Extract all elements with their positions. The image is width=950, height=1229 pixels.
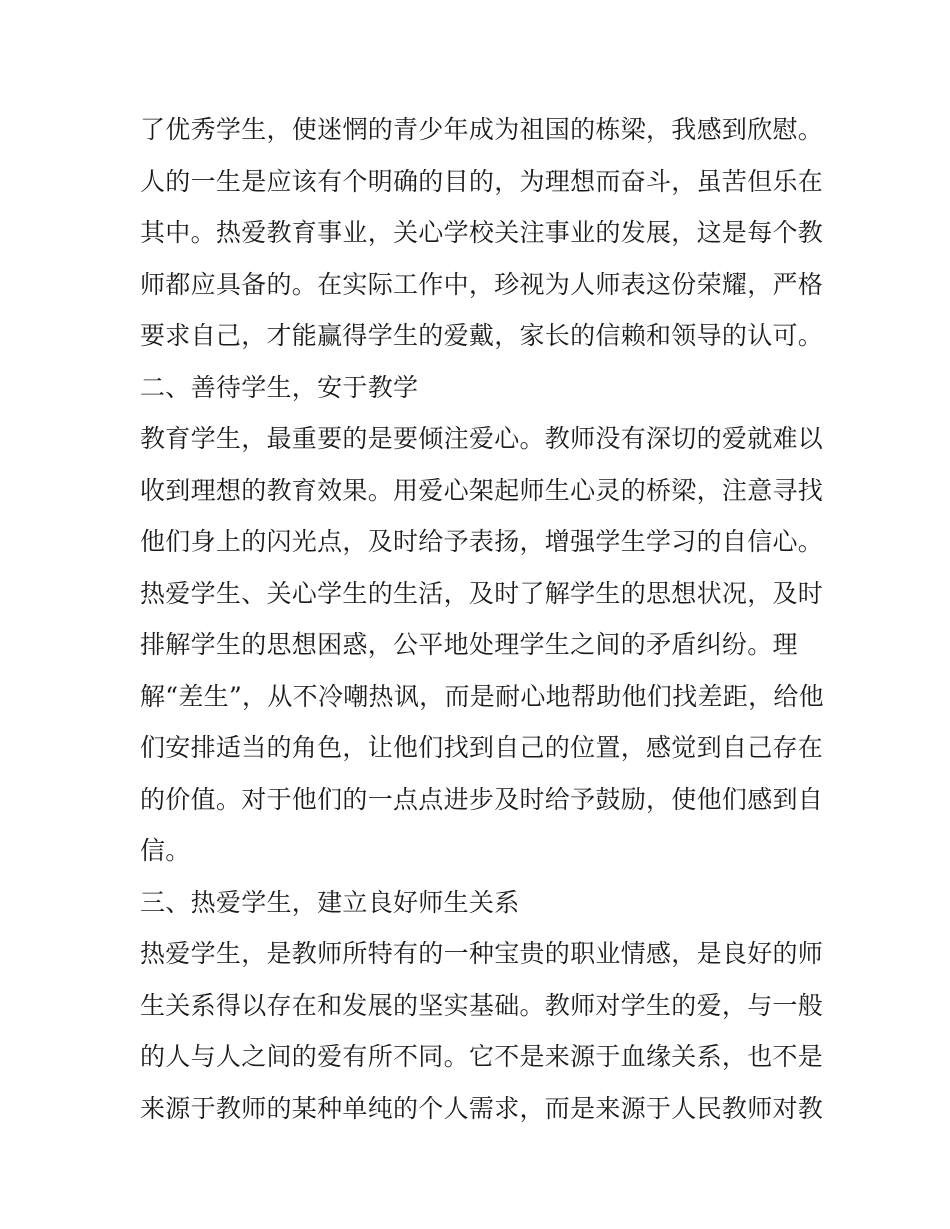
text-line-9: 他们身上的闪光点，及时给予表扬，增强学生学习的自信心。 bbox=[140, 527, 824, 556]
text-line-7: 教育学生，最重要的是要倾注爱心。教师没有深切的爱就难以 bbox=[140, 424, 824, 453]
text-line-5: 要求自己，才能赢得学生的爱戴，家长的信赖和领导的认可。 bbox=[140, 321, 824, 350]
section-heading-2: 二、善待学生，安于教学 bbox=[140, 372, 419, 402]
text-line-4: 师都应具备的。在实际工作中，珍视为人师表这份荣耀，严格 bbox=[140, 269, 824, 299]
text-line-14: 的价值。对于他们的一点点进步及时给予鼓励，使他们感到自 bbox=[140, 784, 824, 814]
text-line-17: 热爱学生，是教师所特有的一种宝贵的职业情感，是良好的师 bbox=[140, 939, 824, 968]
text-line-10: 热爱学生、关心学生的生活，及时了解学生的思想状况，及时 bbox=[140, 578, 824, 608]
text-line-19: 的人与人之间的爱有所不同。它不是来源于血缘关系，也不是 bbox=[140, 1042, 824, 1071]
text-line-11: 排解学生的思想困惑，公平地处理学生之间的矛盾纠纷。理 bbox=[140, 630, 798, 659]
text-line-12: 解“差生”，从不冷嘲热讽，而是耐心地帮助他们找差距，给他 bbox=[140, 681, 824, 711]
text-line-8: 收到理想的教育效果。用爱心架起师生心灵的桥梁，注意寻找 bbox=[140, 475, 824, 505]
text-line-3: 其中。热爱教育事业，关心学校关注事业的发展，这是每个教 bbox=[140, 218, 824, 247]
text-line-13: 们安排适当的角色，让他们找到自己的位置，感觉到自己存在 bbox=[140, 733, 824, 762]
document-body bbox=[140, 104, 824, 1134]
text-line-2: 人的一生是应该有个明确的目的，为理想而奋斗，虽苦但乐在 bbox=[140, 166, 824, 196]
text-line-15: 信。 bbox=[140, 836, 191, 865]
text-line-1: 了优秀学生，使迷惘的青少年成为祖国的栋梁，我感到欣慰。 bbox=[140, 115, 824, 144]
section-heading-3: 三、热爱学生，建立良好师生关系 bbox=[140, 887, 520, 917]
text-line-20: 来源于教师的某种单纯的个人需求，而是来源于人民教师对教 bbox=[140, 1093, 824, 1123]
text-line-18: 生关系得以存在和发展的坚实基础。教师对学生的爱，与一般 bbox=[140, 990, 824, 1020]
